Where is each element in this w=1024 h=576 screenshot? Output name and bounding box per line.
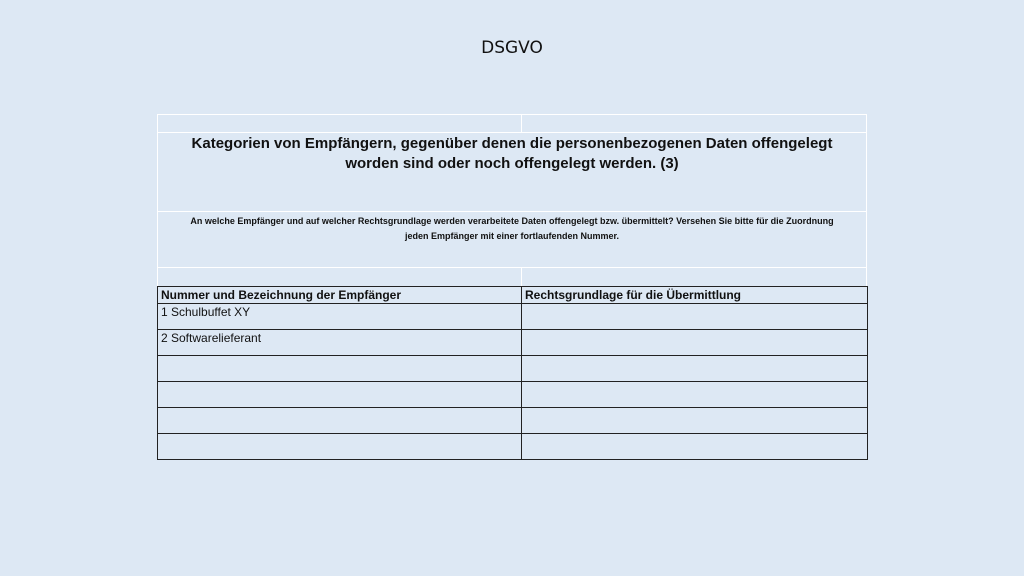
slide-title: DSGVO [481, 38, 543, 58]
grid-line [157, 132, 867, 133]
section-heading [157, 134, 867, 174]
table-row [158, 304, 868, 330]
recipient-cell[interactable]: 2 Softwarelieferant [158, 330, 522, 356]
instructions-line: An welche Empfänger und auf welcher Rechtsgrundlage werden verarbeitete Daten offengelegt bzw. übermittelt? Versehen Sie bitte für die Zuordnung [190, 216, 834, 226]
recipient-cell[interactable] [158, 408, 522, 434]
column-header-recipient: Nummer und Bezeichnung der Empfänger [158, 287, 522, 304]
table-row [158, 356, 868, 382]
grid-line [521, 267, 522, 286]
table-row [158, 382, 868, 408]
grid-line [157, 114, 867, 115]
grid-line [157, 211, 867, 212]
legal-basis-cell[interactable] [522, 434, 868, 460]
table-row [158, 434, 868, 460]
grid-line [157, 267, 867, 268]
section-instructions [165, 214, 859, 244]
column-header-legal-basis: Rechtsgrundlage für die Übermittlung [522, 287, 868, 304]
grid-line [521, 114, 522, 132]
recipient-cell[interactable]: 1 Schulbuffet XY [158, 304, 522, 330]
recipient-cell[interactable] [158, 434, 522, 460]
legal-basis-cell[interactable] [522, 304, 868, 330]
legal-basis-cell[interactable] [522, 382, 868, 408]
section-heading-line: worden sind oder noch offengelegt werden. (3) [345, 155, 679, 172]
legal-basis-cell[interactable] [522, 330, 868, 356]
table-row [158, 408, 868, 434]
table-header-row [158, 287, 868, 304]
legal-basis-cell[interactable] [522, 356, 868, 382]
section-heading-line: Kategorien von Empfängern, gegenüber denen die personenbezogenen Daten offengelegt [191, 135, 833, 152]
form-header-area [157, 114, 867, 286]
recipients-table [157, 286, 868, 460]
recipient-cell[interactable] [158, 356, 522, 382]
instructions-line: jeden Empfänger mit einer fortlaufenden Nummer. [404, 231, 620, 241]
legal-basis-cell[interactable] [522, 408, 868, 434]
table-row [158, 330, 868, 356]
recipient-cell[interactable] [158, 382, 522, 408]
